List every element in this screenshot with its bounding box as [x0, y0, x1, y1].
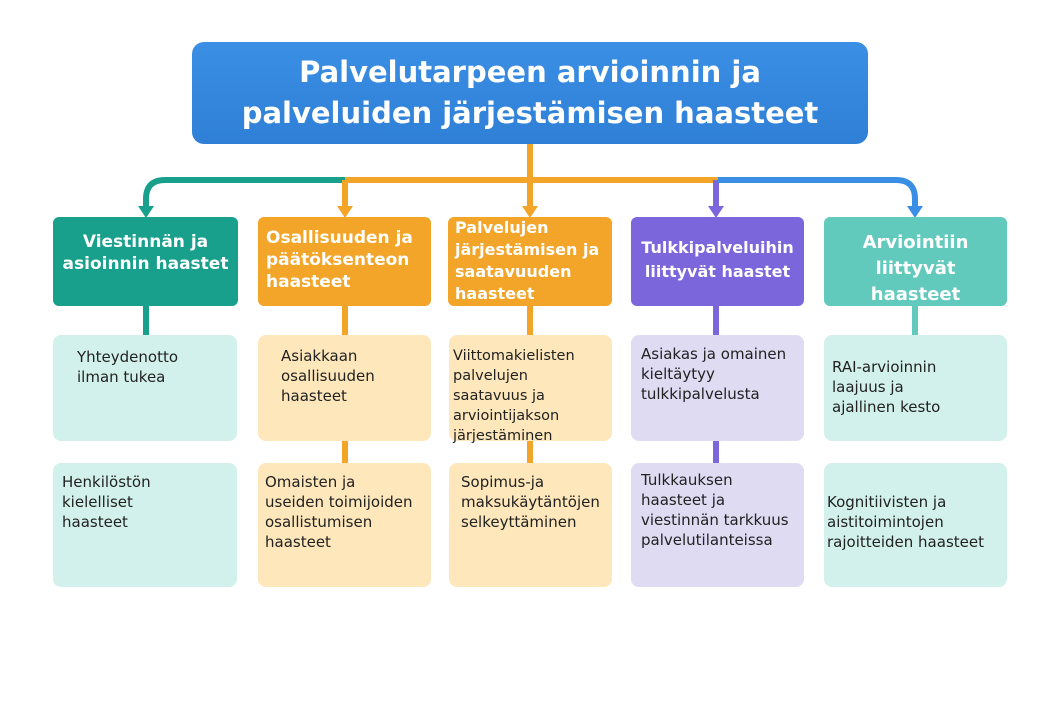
header-arviointi [824, 217, 1007, 306]
item-line: palvelujen [453, 368, 528, 384]
item-line: Viittomakielisten [453, 348, 575, 364]
header-line: Viestinnän ja [82, 232, 209, 252]
item-line: selkeyttäminen [461, 513, 577, 531]
header-line: liittyvät haastet [644, 262, 791, 281]
header-line: saatavuuden [455, 262, 572, 281]
item-rai-arviointi [824, 335, 1007, 441]
diagram-title [192, 42, 868, 144]
item-line: aistitoimintojen [827, 513, 944, 531]
item-kieltaytyy-tulkkipalvelusta [631, 335, 804, 441]
item-tulkkauksen-haasteet [631, 463, 804, 587]
title-line-2: palveluiden järjestämisen haasteet [241, 96, 819, 130]
header-line: järjestämisen ja [455, 240, 600, 259]
item-line: Asiakas ja omainen [641, 345, 787, 363]
item-line: maksukäytäntöjen [461, 493, 600, 511]
item-kognitiiviset-rajoitteet [824, 463, 1007, 587]
item-line: haasteet [281, 387, 347, 405]
item-line: arviointijakson [453, 408, 560, 424]
item-line: kieltäytyy [641, 365, 715, 383]
title-line-1: Palvelutarpeen arvioinnin ja [299, 55, 761, 89]
item-line: saatavuus ja [453, 388, 545, 404]
header-line: Tulkkipalveluihin [641, 238, 794, 257]
header-line: Arviointiin [862, 232, 969, 253]
header-line: haasteet [266, 272, 351, 292]
header-line: päätöksenteon [266, 250, 410, 270]
item-line: Tulkkauksen [641, 471, 733, 489]
item-omaisten-osallistuminen [258, 463, 431, 587]
item-line: ajallinen kesto [832, 398, 941, 416]
header-osallisuus [258, 217, 431, 306]
item-line: viestinnän tarkkuus [641, 511, 789, 529]
item-line: rajoitteiden haasteet [827, 533, 984, 551]
item-line: palvelutilanteissa [641, 531, 773, 549]
connector-col-1 [146, 180, 345, 208]
item-henkiloston-kielelliset [53, 463, 237, 587]
header-line: liittyvät [875, 258, 956, 279]
connector-col-5 [718, 180, 915, 208]
item-line: haasteet [265, 533, 331, 551]
item-line: Kognitiivisten ja [827, 493, 947, 511]
item-line: järjestäminen [453, 428, 553, 444]
header-line: haasteet [870, 284, 961, 305]
header-line: asioinnin haastet [62, 254, 229, 274]
item-viittomakieliset-palvelut [449, 335, 612, 444]
item-asiakkaan-osallisuus [258, 335, 431, 441]
item-line: haasteet [62, 513, 128, 531]
header-tulkkipalvelut [631, 217, 804, 306]
item-line: Yhteydenotto [77, 348, 179, 366]
item-sopimus-maksukaytannot [449, 463, 612, 587]
item-line: kielelliset [62, 493, 133, 511]
item-yhteydenotto [53, 335, 237, 441]
item-line: useiden toimijoiden [265, 493, 413, 511]
header-line: Palvelujen [455, 218, 549, 237]
header-line: Osallisuuden ja [266, 228, 413, 248]
item-line: RAI-arvioinnin [832, 358, 937, 376]
item-line: laajuus ja [832, 378, 904, 396]
item-line: Omaisten ja [265, 473, 356, 491]
item-line: tulkkipalvelusta [641, 385, 760, 403]
item-line: Asiakkaan [281, 347, 358, 365]
item-line: Sopimus-ja [461, 473, 545, 491]
item-line: osallistumisen [265, 513, 373, 531]
item-line: ilman tukea [77, 368, 166, 386]
item-line: osallisuuden [281, 367, 375, 385]
item-line: Henkilöstön [62, 473, 151, 491]
header-line: haasteet [455, 284, 535, 303]
header-palvelujen-jarjestaminen [448, 217, 612, 306]
item-line: haasteet ja [641, 491, 726, 509]
header-viestinta [53, 217, 238, 306]
